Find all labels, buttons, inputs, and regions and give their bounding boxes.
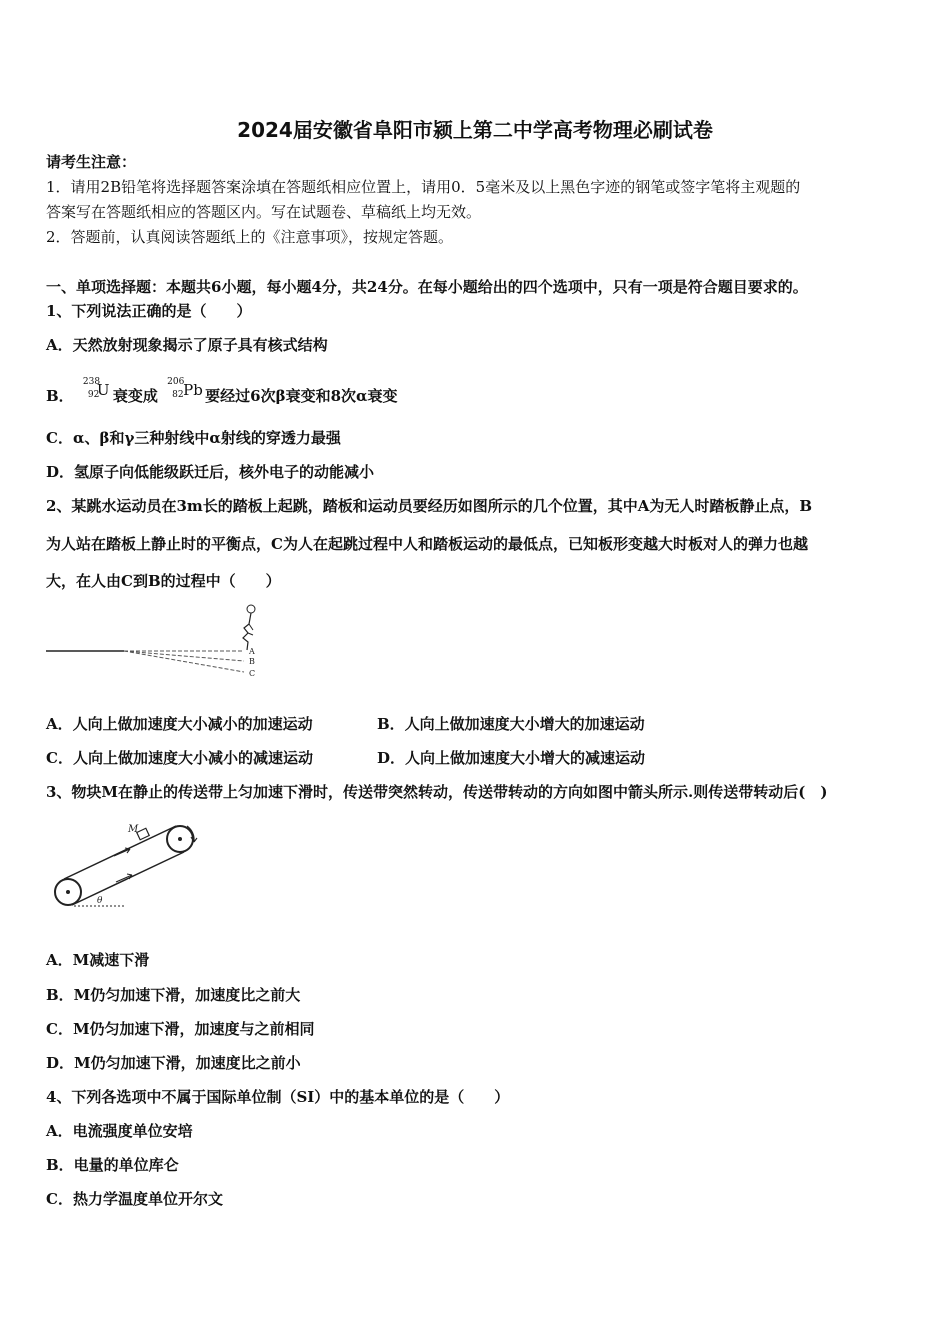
q3-option-d: D．M仍匀加速下滑，加速度比之前小 [46, 1054, 301, 1072]
q2-stem-line-3: 大，在人由C到B的过程中（ ） [46, 572, 281, 590]
q2-stem-line-1: 2、某跳水运动员在3m长的踏板上起跳，踏板和运动员要经历如图所示的几个位置，其中A为无人时踏板静止点，B [46, 497, 813, 515]
q1-option-b-mid: 衰变成 [112, 387, 158, 405]
label-point-b: B [249, 657, 255, 666]
q1-option-b-suffix: 要经过6次β衰变和8次α衰变 [205, 387, 398, 405]
diving-board-figure [44, 600, 274, 685]
lead-symbol: Pb [183, 381, 203, 399]
q1-option-b-prefix: B． [46, 387, 74, 405]
notice-line-3: 2．答题前，认真阅读答题纸上的《注意事项》，按规定答题。 [46, 228, 454, 246]
conveyor-belt-figure [44, 812, 214, 912]
notice-line-1: 1．请用2B铅笔将选择题答案涂填在答题纸相应位置上，请用0．5毫米及以上黑色字迹的钢笔或签字笔将主观题的 [46, 178, 801, 196]
notice-heading: 请考生注意： [46, 153, 137, 171]
q1-option-d: D．氢原子向低能级跃迁后，核外电子的动能减小 [46, 463, 375, 481]
uranium-mass-number: 238 [82, 377, 101, 387]
q2-option-a: A．人向上做加速度大小减小的加速运动 [46, 715, 313, 733]
q1-option-b [46, 377, 398, 407]
section-heading: 一、单项选择题：本题共6小题，每小题4分，共24分。在每小题给出的四个选项中，只有一项是符合题目要求的。 [46, 278, 808, 296]
q1-option-c: C．α、β和γ三种射线中α射线的穿透力最强 [46, 429, 341, 447]
label-point-a: A [249, 647, 255, 656]
q2-option-c: C．人向上做加速度大小减小的减速运动 [46, 749, 313, 767]
q1-stem: 1、下列说法正确的是（ ） [46, 302, 252, 320]
q4-option-a: A．电流强度单位安培 [46, 1122, 193, 1140]
q2-stem-line-2: 为人站在踏板上静止时的平衡点，C为人在起跳过程中人和踏板运动的最低点，已知板形变越大时板对人的弹力也越 [46, 535, 808, 553]
q3-option-c: C．M仍匀加速下滑，加速度与之前相同 [46, 1020, 315, 1038]
uranium-charge-number: 92 [87, 390, 100, 400]
label-angle-theta: θ [97, 896, 103, 906]
lead-charge-number: 82 [172, 390, 184, 400]
q3-stem: 3、物块M在静止的传送带上匀加速下滑时，传送带突然转动，传送带转动的方向如图中箭头所示.则传送带转动后( ) [46, 783, 828, 801]
lead-mass-number: 206 [167, 377, 185, 387]
q1-option-a: A．天然放射现象揭示了原子具有核式结构 [46, 336, 328, 354]
uranium-symbol: U [96, 381, 110, 399]
label-block-m: M [128, 824, 139, 835]
label-point-c: C [249, 669, 256, 678]
q3-option-a: A．M减速下滑 [46, 951, 150, 969]
q4-option-c: C．热力学温度单位开尔文 [46, 1190, 223, 1208]
q3-option-b: B．M仍匀加速下滑，加速度比之前大 [46, 986, 301, 1004]
notice-line-2: 答案写在答题纸相应的答题区内。写在试题卷、草稿纸上均无效。 [46, 203, 482, 221]
exam-title: 2024届安徽省阜阳市颍上第二中学高考物理必刷试卷 [237, 118, 713, 142]
q2-option-b: B．人向上做加速度大小增大的加速运动 [377, 715, 645, 733]
q4-stem: 4、下列各选项中不属于国际单位制（SI）中的基本单位的是（ ） [46, 1088, 510, 1106]
lead-isotope [163, 377, 205, 407]
uranium-isotope [79, 377, 113, 407]
q2-option-d: D．人向上做加速度大小增大的减速运动 [377, 749, 646, 767]
q4-option-b: B．电量的单位库仑 [46, 1156, 179, 1174]
